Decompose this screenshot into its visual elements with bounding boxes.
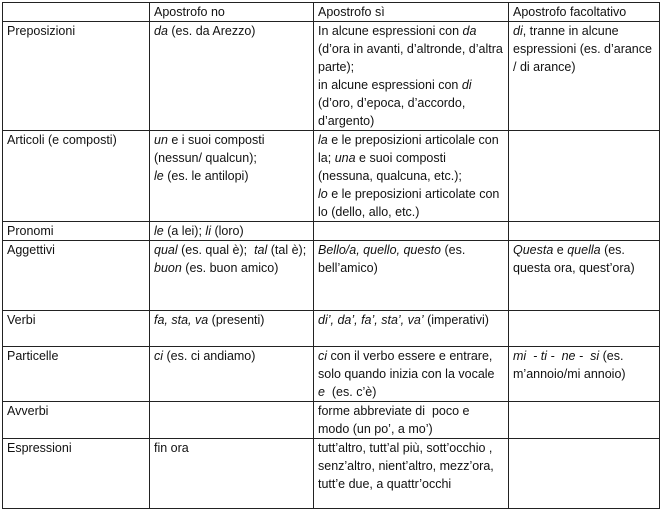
cell-text-segment: (es. da Arezzo)	[167, 24, 256, 38]
cell-text-segment: (d’oro, d’epoca, d’accordo, d’argento)	[318, 78, 476, 128]
cell-text-segment: ci	[154, 349, 164, 363]
cell-apostrofo-si	[314, 347, 509, 402]
cell-text-segment: (es. le antilopi)	[163, 169, 249, 183]
cell-text-segment: quella	[567, 243, 601, 257]
cell-apostrofo-no	[150, 131, 314, 222]
cell-apostrofo-si	[314, 311, 509, 347]
cell-text-segment: forme abbreviate di poco e modo (un po’, a mo’)	[318, 404, 473, 436]
cell-text-segment: e	[553, 243, 568, 257]
cell-text-segment: (a lei);	[163, 224, 206, 238]
cell-text-segment: una	[334, 151, 356, 165]
cell-text-segment: da	[462, 24, 477, 38]
cell-apostrofo-no	[150, 311, 314, 347]
row-label: Articoli (e composti)	[3, 131, 150, 222]
cell-text-segment: ci	[318, 349, 328, 363]
cell-text-segment: fin ora	[154, 441, 189, 455]
cell-text-segment: e i suoi composti (nessun/ qualcun);	[154, 133, 268, 165]
cell-apostrofo-no	[150, 439, 314, 509]
cell-text-segment: la	[318, 133, 328, 147]
cell-apostrofo-no	[150, 22, 314, 131]
cell-apostrofo-facoltativo	[509, 222, 660, 241]
header-apostrofo-no: Apostrofo no	[150, 3, 314, 22]
cell-apostrofo-si	[314, 402, 509, 439]
cell-text-segment: (es. buon amico)	[181, 261, 279, 275]
cell-apostrofo-facoltativo	[509, 439, 660, 509]
cell-text-segment: tutt’altro, tutt’al più, sott’occhio , senz’altro, nient’altro, mezz’ora, tutt’e due, a quattr’occhi	[318, 441, 498, 491]
cell-text-segment: (es. qual è);	[177, 243, 255, 257]
cell-apostrofo-no	[150, 347, 314, 402]
cell-text-segment: lo	[318, 187, 328, 201]
cell-apostrofo-no	[150, 402, 314, 439]
cell-text-segment: le	[154, 224, 164, 238]
cell-text-segment: Bello/a, quello, questo	[318, 243, 442, 257]
cell-apostrofo-facoltativo	[509, 402, 660, 439]
header-cell-empty	[3, 3, 150, 22]
cell-text-segment: tal	[254, 243, 268, 257]
cell-text-segment: (es. c’è)	[324, 385, 377, 399]
cell-apostrofo-si	[314, 439, 509, 509]
cell-apostrofo-facoltativo	[509, 347, 660, 402]
row-label: Avverbi	[3, 402, 150, 439]
cell-apostrofo-facoltativo	[509, 311, 660, 347]
header-apostrofo-facoltativo: Apostrofo facoltativo	[509, 3, 660, 22]
table-row	[3, 439, 660, 509]
cell-text-segment: mi - ti - ne - si	[513, 349, 600, 363]
table-row	[3, 222, 660, 241]
cell-text-segment: In alcune espressioni con	[318, 24, 463, 38]
cell-apostrofo-facoltativo	[509, 22, 660, 131]
cell-text-segment: e le preposizioni articolale con la;	[318, 133, 503, 165]
cell-apostrofo-si	[314, 241, 509, 311]
cell-text-segment: (imperativi)	[423, 313, 489, 327]
table-row	[3, 402, 660, 439]
apostrophe-table	[2, 2, 660, 509]
cell-text-segment: di’, da’, fa’, sta’, va’	[318, 313, 424, 327]
cell-text-segment: (es. m’annoio/mi annoio)	[513, 349, 627, 381]
cell-apostrofo-facoltativo	[509, 241, 660, 311]
cell-text-segment: di	[461, 78, 472, 92]
cell-apostrofo-si	[314, 222, 509, 241]
row-label: Pronomi	[3, 222, 150, 241]
cell-text-segment: (presenti)	[208, 313, 265, 327]
cell-text-segment: in alcune espressioni con	[318, 78, 462, 92]
cell-text-segment: (es. ci andiamo)	[163, 349, 256, 363]
cell-text-segment: (d’ora in avanti, d’altronde, d’altra parte);	[318, 24, 507, 74]
table-row	[3, 347, 660, 402]
row-label: Espressioni	[3, 439, 150, 509]
cell-text-segment: da	[154, 24, 168, 38]
table-row	[3, 22, 660, 131]
cell-apostrofo-si	[314, 131, 509, 222]
cell-text-segment: con il verbo essere e entrare, solo quando inizia con la vocale	[318, 349, 498, 381]
row-label: Aggettivi	[3, 241, 150, 311]
cell-text-segment: le	[154, 169, 164, 183]
header-apostrofo-si: Apostrofo sì	[314, 3, 509, 22]
cell-text-segment: (es. questa ora, quest’ora)	[513, 243, 635, 275]
cell-text-segment: di	[513, 24, 523, 38]
cell-text-segment: qual	[154, 243, 178, 257]
row-label: Particelle	[3, 347, 150, 402]
cell-text-segment: e suoi composti (nessuna, qualcuna, etc.);	[318, 151, 462, 183]
cell-text-segment: e	[318, 385, 325, 399]
cell-text-segment: (es. bell’amico)	[318, 243, 469, 275]
cell-text-segment: (tal è);	[267, 243, 310, 257]
header-row	[3, 3, 660, 22]
table-row	[3, 131, 660, 222]
row-label: Preposizioni	[3, 22, 150, 131]
cell-text-segment: li	[205, 224, 211, 238]
cell-text-segment: , tranne in alcune espressioni (es. d’arance / di arance)	[513, 24, 656, 74]
cell-text-segment: fa, sta, va	[154, 313, 209, 327]
cell-text-segment: un	[154, 133, 168, 147]
table-row	[3, 241, 660, 311]
cell-text-segment: (loro)	[210, 224, 244, 238]
cell-apostrofo-no	[150, 222, 314, 241]
row-label: Verbi	[3, 311, 150, 347]
cell-apostrofo-facoltativo	[509, 131, 660, 222]
table-row	[3, 311, 660, 347]
cell-text-segment: buon	[154, 261, 182, 275]
cell-apostrofo-no	[150, 241, 314, 311]
cell-apostrofo-si	[314, 22, 509, 131]
cell-text-segment: e le preposizioni articolate con lo (dello, allo, etc.)	[318, 187, 503, 219]
cell-text-segment: Questa	[513, 243, 554, 257]
